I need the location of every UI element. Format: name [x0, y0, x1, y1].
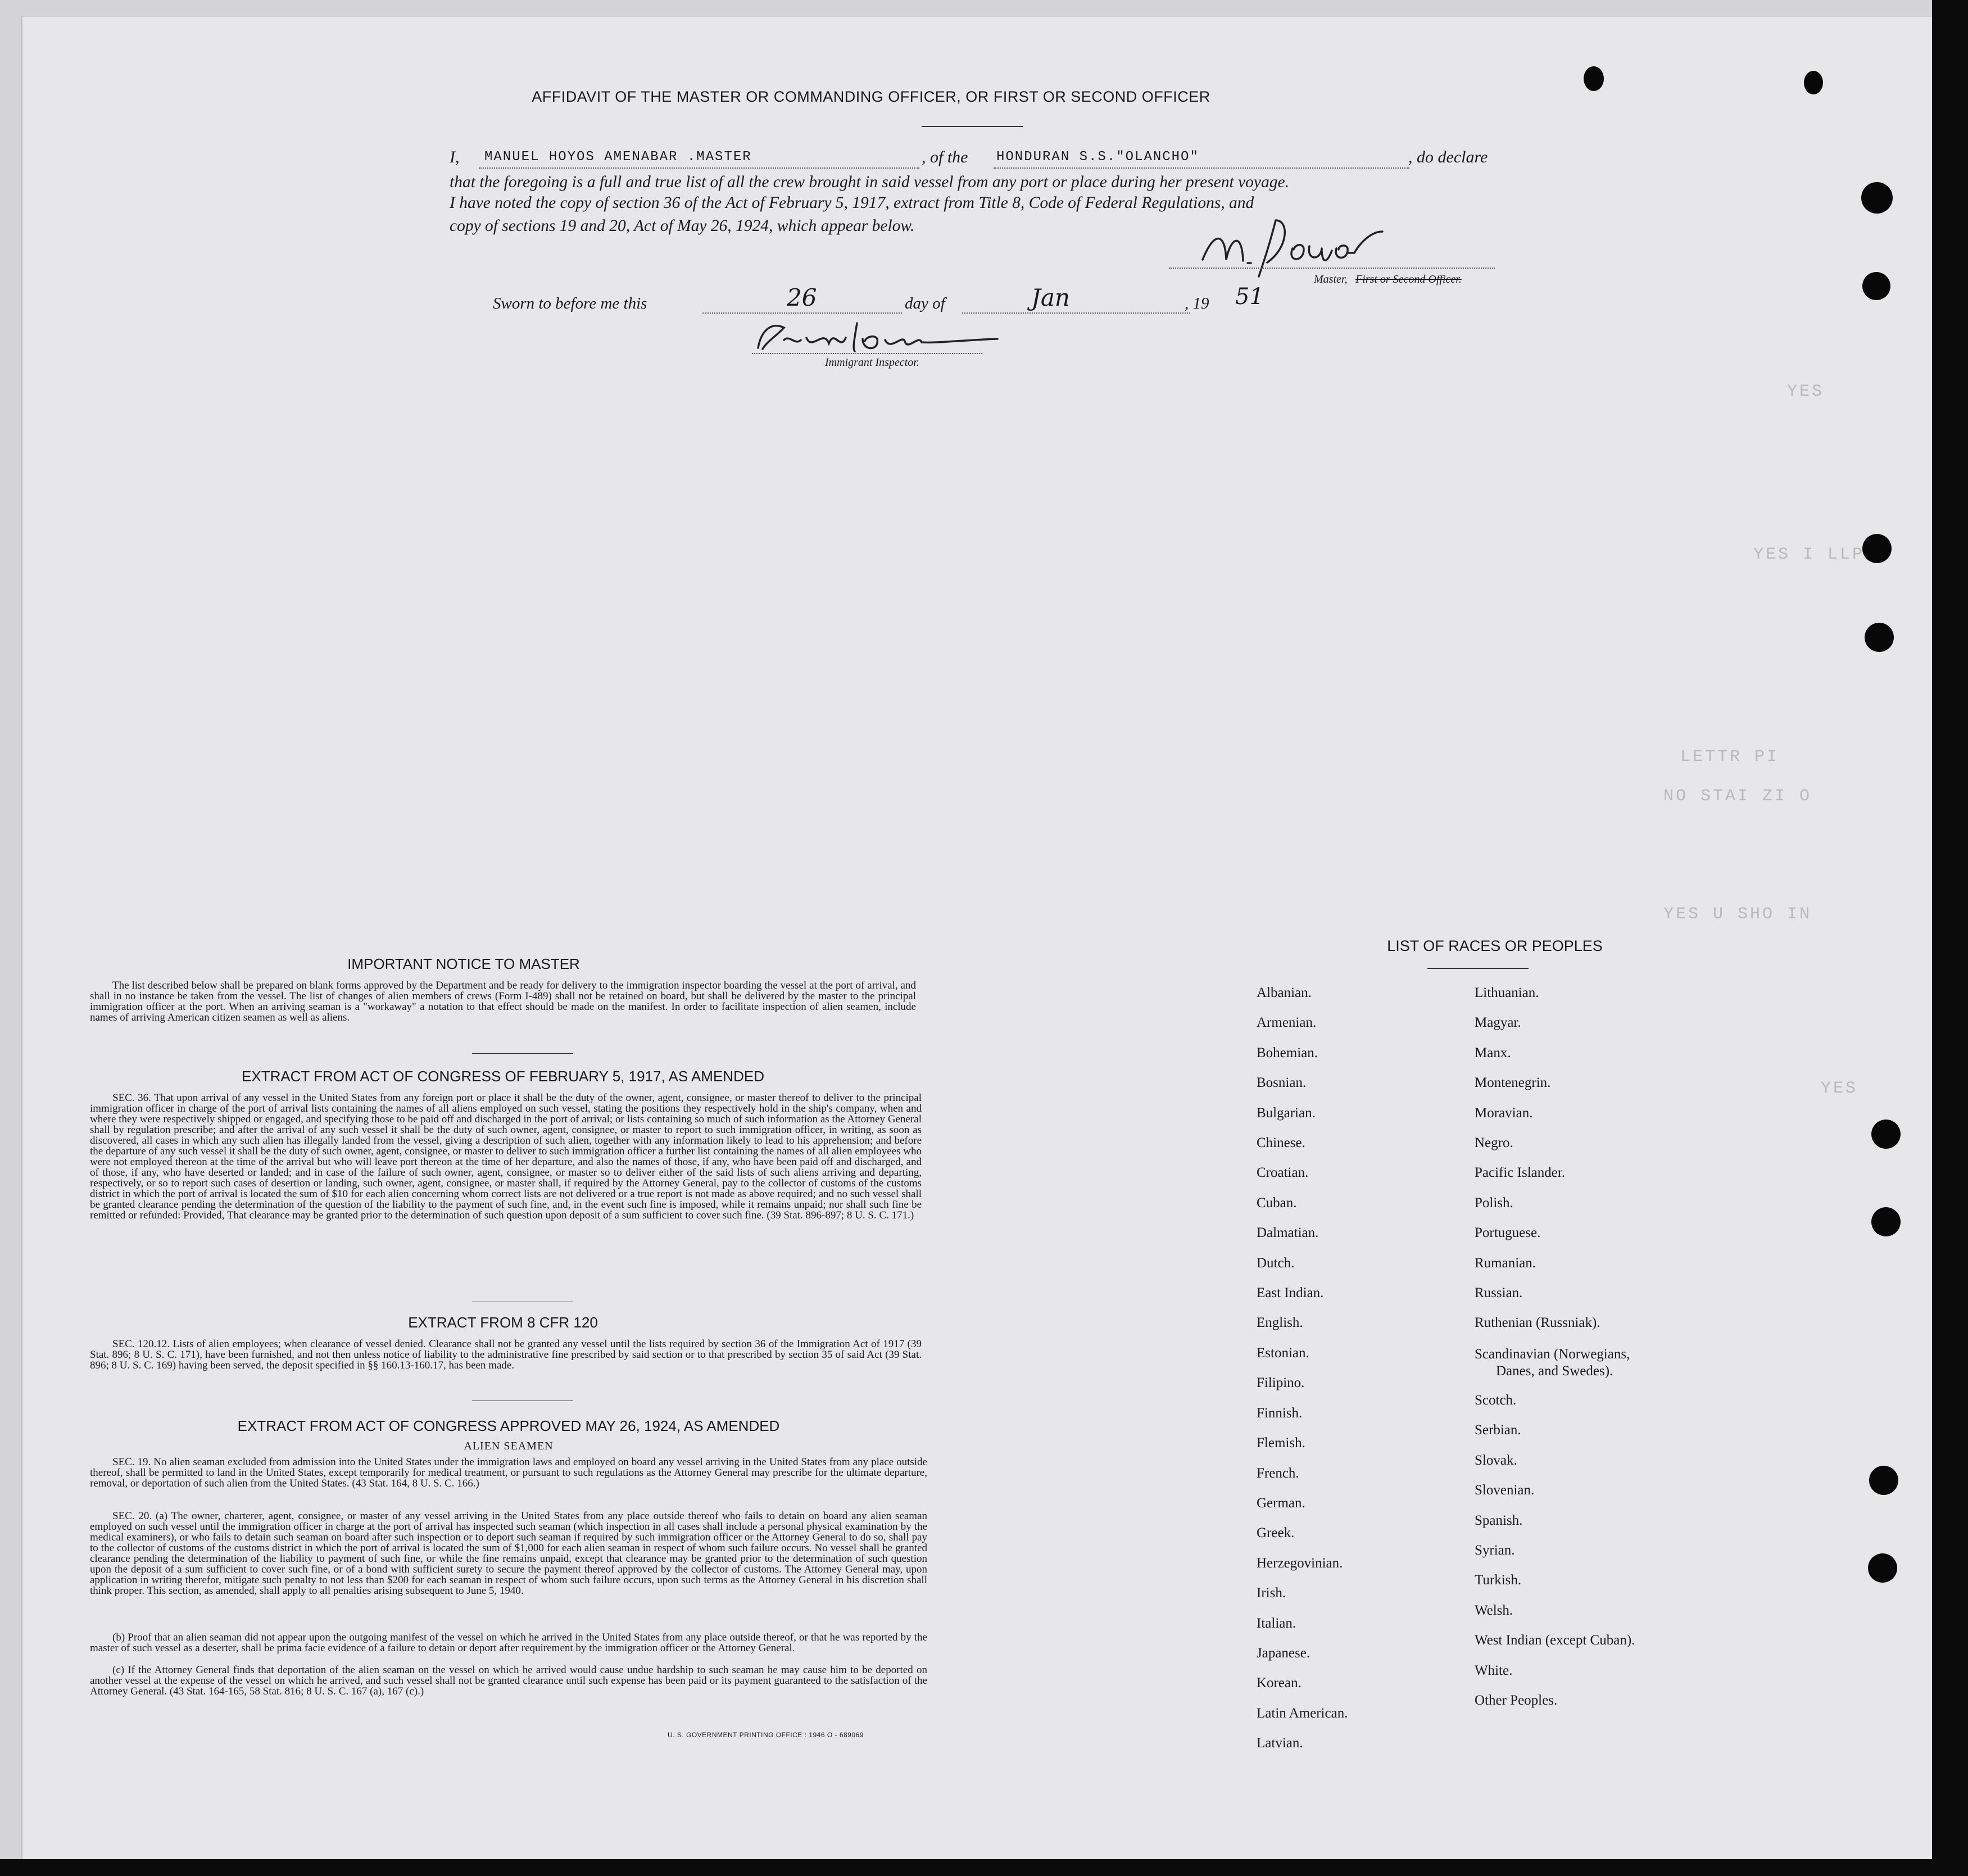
year-prefix: , 19 [1185, 294, 1209, 312]
extract-1924-sec20b: (b) Proof that an alien seaman did not appear upon the outgoing manifest of the vessel on which he arrived in the United States from any place outside thereof, or that he was reported by the master of such vessel as a deserter, shall be prima facie evidence of a failure to detain or deport after requirement by the immigration officer or the Attorney General. [90, 1632, 927, 1654]
punch-hole [1871, 1120, 1901, 1149]
sworn-month-value: Jan [1031, 284, 1070, 311]
race-item: English. [1257, 1315, 1303, 1331]
extract-1924-sec19: SEC. 19. No alien seaman excluded from admission into the United States under the immigration laws and employed on board any vessel arriving in the United States from any place outside thereof, shall be permitted to land in the United States, except temporarily for medical treatment, or pursuant to such regulations as the Attorney General may prescribe for the ultimate departure, removal, or deportation of such alien from the United States. (43 Stat. 164, 8 U. S. C. 166.) [90, 1456, 927, 1489]
affidavit-line-3: I have noted the copy of section 36 of the Act of February 5, 1917, extract from Title 8, Code of Federal Regulations, and [450, 194, 1254, 212]
race-item: Latin American. [1257, 1705, 1348, 1721]
bleed-through-mark: YES I LLP [1753, 545, 1865, 564]
races-col-2 [1475, 978, 1635, 1715]
race-item: Negro. [1475, 1135, 1513, 1151]
races-title: LIST OF RACES OR PEOPLES [1387, 937, 1603, 954]
race-item: Magyar. [1475, 1015, 1521, 1031]
vessel-line [994, 167, 1409, 169]
race-item: Danes, and Swedes). [1496, 1363, 1613, 1379]
race-item: Italian. [1257, 1615, 1296, 1631]
race-item: Slovak. [1475, 1452, 1517, 1468]
race-item: Bohemian. [1257, 1045, 1318, 1061]
extract-1917-title: EXTRACT FROM ACT OF CONGRESS OF FEBRUARY 5, 1917, AS AMENDED [242, 1068, 764, 1085]
race-item: Welsh. [1475, 1602, 1513, 1618]
race-item: Moravian. [1475, 1105, 1533, 1121]
race-item: Croatian. [1257, 1165, 1309, 1181]
inspector-label: Immigrant Inspector. [825, 356, 919, 369]
race-item: Herzegovinian. [1257, 1555, 1343, 1571]
race-item: Other Peoples. [1475, 1692, 1558, 1708]
scan-edge-right [1932, 0, 1968, 1876]
notice-title: IMPORTANT NOTICE TO MASTER [347, 955, 580, 972]
signature-line [1169, 268, 1495, 269]
race-item: Latvian. [1257, 1735, 1303, 1751]
race-item: Turkish. [1475, 1573, 1522, 1588]
races-col-1 [1257, 978, 1348, 1759]
inspector-signature [750, 312, 1009, 362]
punch-hole [1862, 534, 1892, 563]
race-item: Montenegrin. [1475, 1075, 1551, 1091]
race-item: Korean. [1257, 1675, 1302, 1691]
race-item: White. [1475, 1662, 1513, 1678]
bleed-through-mark: LETTR PI [1680, 747, 1780, 767]
race-item: Armenian. [1257, 1015, 1317, 1031]
extract-cfr-title: EXTRACT FROM 8 CFR 120 [408, 1314, 598, 1331]
race-item: Dalmatian. [1257, 1225, 1319, 1241]
punch-hole [1865, 623, 1894, 652]
sworn-label: Sworn to before me this [493, 294, 647, 312]
extract-1924-sec20c: (c) If the Attorney General finds that deportation of the alien seaman on the vessel on which he arrived would cause undue hardship to such seaman he may cause him to be deported on another vessel at the expense of the vessel on which he arrived, and such vessel shall not be granted clearance until such expense has been paid or its payment guaranteed to the satisfaction of the Attorney General. (43 Stat. 164-165, 58 Stat. 816; 8 U. S. C. 167 (a), 167 (c).) [90, 1664, 927, 1697]
race-item: Russian. [1475, 1285, 1523, 1301]
race-item: Scandinavian (Norwegians, [1475, 1346, 1630, 1362]
punch-hole [1868, 1553, 1897, 1583]
race-item: Syrian. [1475, 1542, 1515, 1558]
race-item: Flemish. [1257, 1435, 1305, 1451]
race-item: Chinese. [1257, 1135, 1305, 1151]
of-the-text: , of the [922, 148, 968, 166]
race-item: Albanian. [1257, 985, 1312, 1000]
i-prefix: I, [450, 148, 460, 166]
punch-hole [1871, 1207, 1901, 1236]
race-item: Greek. [1257, 1525, 1295, 1541]
divider [472, 1053, 573, 1054]
punch-hole [1804, 71, 1823, 94]
affidavit-line-4: copy of sections 19 and 20, Act of May 26, 1924, which appear below. [450, 217, 915, 235]
bleed-through-mark: YES [1787, 382, 1825, 401]
notice-body: The list described below shall be prepared on blank forms approved by the Department and be ready for delivery to the immigration inspector boarding the vessel at the port of arrival, and shall in no instance be taken from the vessel. The list of changes of alien members of crews (Form I-489) shall not be retained on board, but shall be delivered by the master to the principal immigration officer at the port. When an arriving seaman is a "workaway" a notation to that effect should be made on the manifest. In order to facilitate inspection of alien seamen, include names of arriving American citizen seamen as well as aliens. [90, 980, 916, 1023]
extract-cfr-body: SEC. 120.12. Lists of alien employees; when clearance of vessel denied. Clearance shall not be granted any vessel until the lists required by section 36 of the Immigration Act of 1917 (39 Stat. 896; 8 U. S. C. 171), have been furnished, and not then unless notice of liability to the administrative fine prescribed by said section or to that prescribed by section 35 of said Act (39 Stat. 896; 8 U. S. C. 169) having been served, the deposit specified in §§ 160.13-160.17, has been made. [90, 1338, 922, 1371]
inspector-line [752, 353, 982, 354]
race-item: Lithuanian. [1475, 985, 1539, 1000]
vessel-name: HONDURAN S.S."OLANCHO" [996, 149, 1199, 165]
punch-hole [1584, 66, 1604, 91]
race-item: East Indian. [1257, 1285, 1324, 1301]
affidavit-title: AFFIDAVIT OF THE MASTER OR COMMANDING OFFICER, OR FIRST OR SECOND OFFICER [532, 88, 1210, 105]
race-item: Bosnian. [1257, 1075, 1307, 1091]
extract-1924-subtitle: ALIEN SEAMEN [464, 1440, 554, 1452]
race-item: Scotch. [1475, 1392, 1517, 1408]
race-item: Bulgarian. [1257, 1105, 1316, 1121]
scan-edge-bottom [0, 1859, 1968, 1876]
race-item: Polish. [1475, 1195, 1513, 1211]
punch-hole [1869, 1466, 1898, 1495]
officer-struck-label: First or Second Officer. [1355, 273, 1462, 286]
declarant-line [479, 167, 919, 169]
race-item: Dutch. [1257, 1255, 1295, 1271]
race-item: Portuguese. [1475, 1225, 1541, 1241]
race-item: Irish. [1257, 1585, 1286, 1601]
extract-1917-body: SEC. 36. That upon arrival of any vessel in the United States from any foreign port or place it shall be the duty of the owner, agent, consignee, or master thereof to deliver to the principal immigration officer in charge of the port of arrival lists containing the names of all aliens employed on such vessel, stating the positions they respectively hold in the ship's company, when and where they were respectively shipped or engaged, and specifying those to be paid off and discharged in the port of arrival; or lists containing so much of such information as the Attorney General shall by regulation prescribe; and after the arrival of any such vessel it shall be the duty of such owner, agent, consignee, or master to report to such immigration officer, in writing, as soon as discovered, all cases in which any such alien has illegally landed from the vessel, giving a description of such alien, together with any information likely to lead to his apprehension; and before the departure of any such vessel it shall be the duty of such owner, agent, consignee, or master to deliver to such immigration officer a further list containing the names of all alien employees who were not employed thereon at the time of the arrival but who will leave port thereon at the time of her departure, and also the names of those, if any, who have been paid off and discharged, and of those, if any, who have deserted or landed; and in case of the failure of such owner, agent, consignee, or master so to deliver either of the said lists of such aliens arriving and departing, respectively, or so to report such cases of desertion or landing, such owner, agent, consignee, or master shall, if required by the Attorney General, pay to the collector of customs of the customs district in which the port of arrival is located the sum of $10 for each alien concerning whom correct lists are not delivered or a true report is not made as above required; and no such vessel shall be granted clearance pending the determination of the question of the liability to the payment of such fine, and, in the event such fine is imposed, while it remains unpaid; nor shall such fine be remitted or refunded: Provided, That clearance may be granted prior to the determination of such question upon deposit of a sum sufficient to cover such fine. (39 Stat. 896-897; 8 U. S. C. 171.) [90, 1092, 922, 1221]
extract-1924-sec20a: SEC. 20. (a) The owner, charterer, agent, consignee, or master of any vessel arriving in the United States from any place outside thereof who fails to detain on board any alien seaman employed on such vessel until the immigration officer in charge at the port of arrival has inspected such seaman (which inspection in all cases shall include a personal physical examination by the medical examiners), or who fails to detain such seaman on board after such inspection or to deport such seaman if required by such immigration officer or the Attorney General to do so, shall pay to the collector of customs of the customs district in which the port of arrival is located the sum of $1,000 for each alien seaman in respect of whom such failure occurs. No vessel shall be granted clearance pending the determination of the liability to payment of such fine, or while the fine remains unpaid, except that clearance may be granted prior to the determination of such question upon the deposit of a sum sufficient to cover such fine, or of a bond with sufficient surety to secure the payment thereof approved by the collector of customs. The Attorney General may, upon application in writing therefor, mitigate such penalty to not less than $200 for each seaman in respect of whom such failure occurs, upon such terms as the Attorney General in his discretion shall think proper. This section, as amended, shall apply to all penalties arising subsequent to June 5, 1940. [90, 1510, 927, 1597]
day-of-text: day of [905, 294, 945, 312]
race-item: Filipino. [1257, 1375, 1305, 1391]
race-item: Slovenian. [1475, 1483, 1535, 1498]
printer-imprint: U. S. GOVERNMENT PRINTING OFFICE : 1946 O - 689069 [668, 1731, 864, 1739]
extract-1924-title: EXTRACT FROM ACT OF CONGRESS APPROVED MAY 26, 1924, AS AMENDED [237, 1417, 780, 1434]
affidavit-line-2: that the foregoing is a full and true list of all the crew brought in said vessel from any port or place during her present voyage. [450, 173, 1289, 191]
punch-hole [1861, 182, 1893, 214]
master-label: Master, [1314, 273, 1348, 286]
race-item: French. [1257, 1465, 1299, 1481]
race-item: Serbian. [1475, 1422, 1521, 1438]
race-item: Spanish. [1475, 1512, 1523, 1528]
races-underline [1427, 968, 1529, 969]
do-declare-text: , do declare [1408, 148, 1488, 166]
race-item: Ruthenian (Russniak). [1475, 1315, 1600, 1331]
race-item: Rumanian. [1475, 1255, 1536, 1271]
race-item: Manx. [1475, 1045, 1511, 1061]
race-item: Finnish. [1257, 1405, 1303, 1421]
race-item: Estonian. [1257, 1345, 1309, 1361]
sworn-day-value: 26 [787, 284, 817, 311]
declarant-name: MANUEL HOYOS AMENABAR .MASTER [484, 149, 752, 165]
race-item: Japanese. [1257, 1645, 1311, 1661]
race-item: West Indian (except Cuban). [1475, 1633, 1635, 1648]
race-item: Pacific Islander. [1475, 1165, 1566, 1181]
bleed-through-mark: YES [1821, 1079, 1858, 1098]
punch-hole [1862, 272, 1890, 300]
title-underline [922, 126, 1023, 127]
race-item: German. [1257, 1495, 1305, 1511]
bleed-through-mark: NO STAI ZI O [1663, 787, 1812, 806]
sworn-year-value: 51 [1235, 284, 1264, 310]
bleed-through-mark: YES U SHO IN [1663, 905, 1812, 924]
race-item: Cuban. [1257, 1195, 1297, 1211]
